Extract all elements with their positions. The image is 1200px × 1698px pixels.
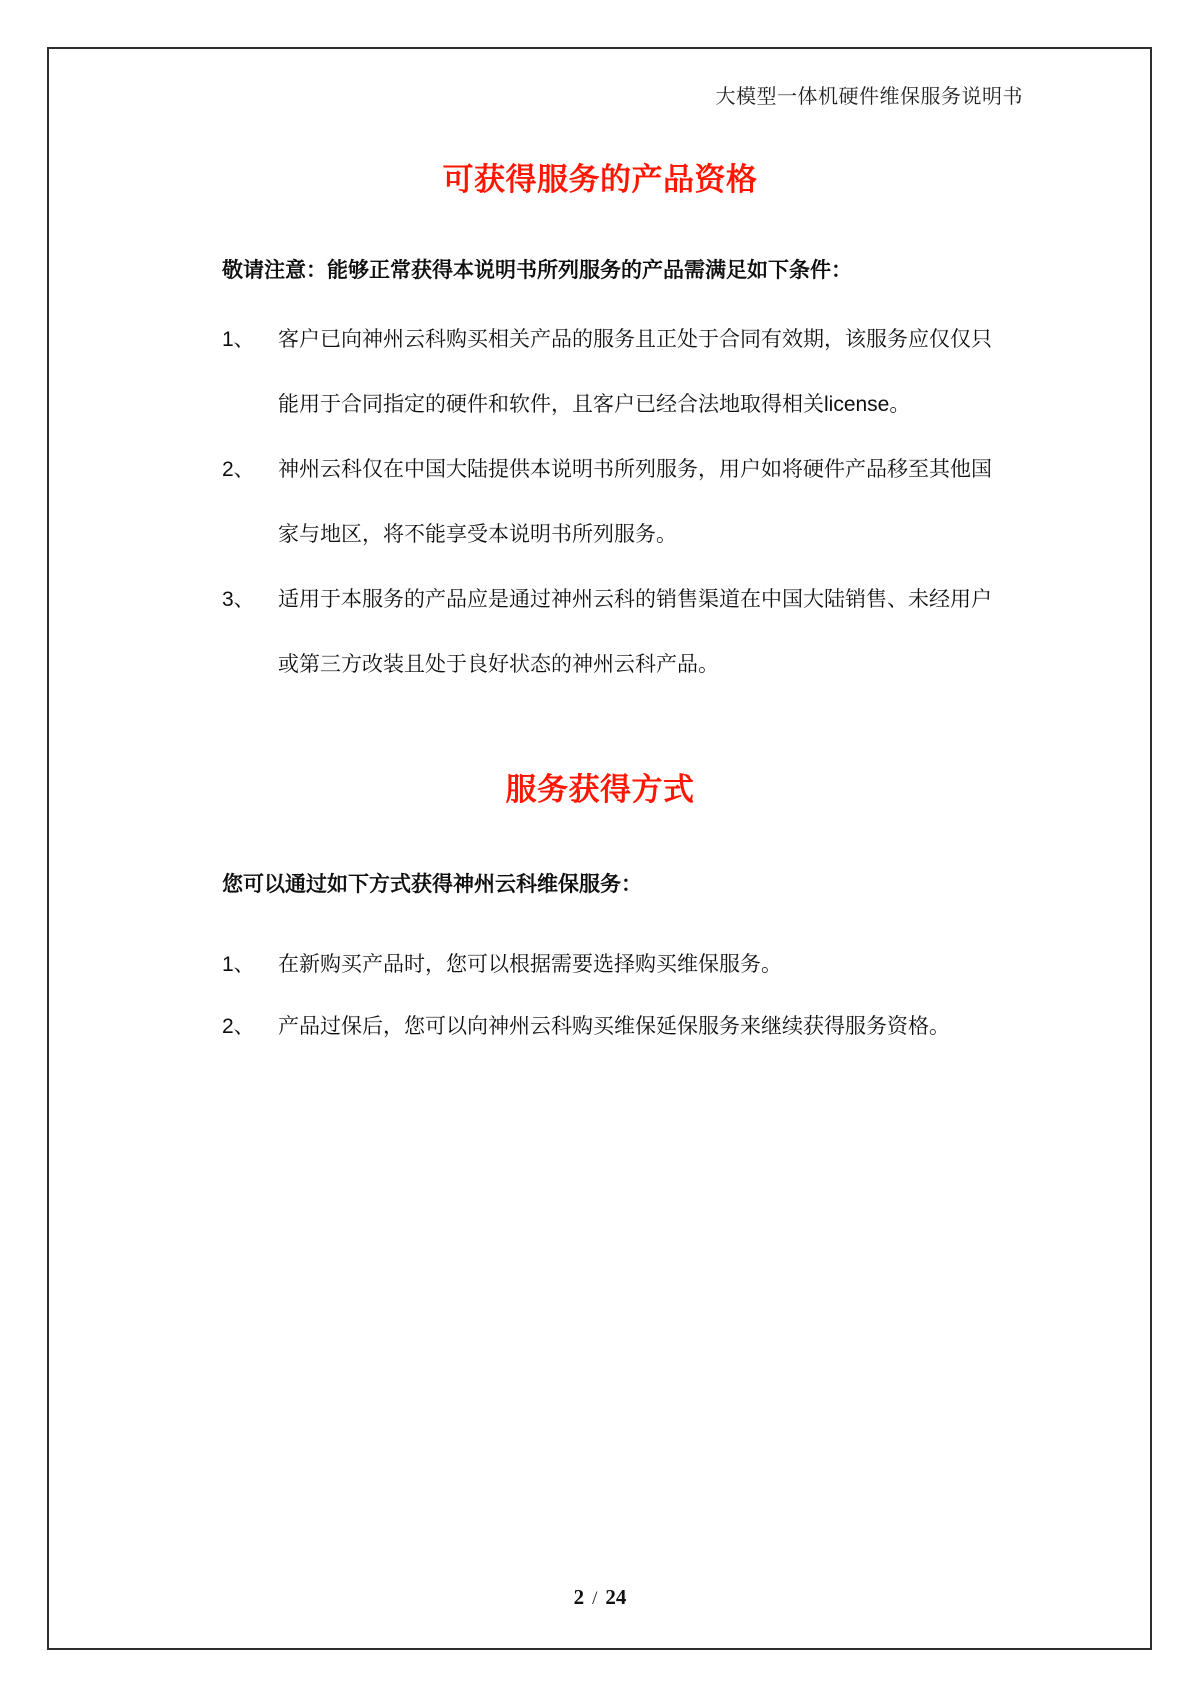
item-number: 1、 [222, 328, 255, 351]
item-line: 神州云科仅在中国大陆提供本说明书所列服务，用户如将硬件产品移至其他国 [278, 458, 992, 481]
item-text [278, 996, 950, 1058]
page-header-title: 大模型一体机硬件维保服务说明书 [715, 86, 1023, 108]
list-item [222, 567, 992, 697]
list-item [222, 437, 992, 567]
section-2-ordered-list [222, 934, 950, 1058]
item-text [278, 934, 950, 996]
item-number: 2、 [222, 1015, 255, 1038]
section-1-intro-note: 敬请注意：能够正常获得本说明书所列服务的产品需满足如下条件： [222, 259, 852, 282]
item-line: 客户已向神州云科购买相关产品的服务且正处于合同有效期，该服务应仅仅只 [278, 328, 992, 351]
footer-total-pages: 24 [605, 1585, 627, 1609]
list-item [222, 934, 950, 996]
section-1-title: 可获得服务的产品资格 [442, 162, 758, 197]
section-2-title: 服务获得方式 [505, 772, 695, 807]
item-text [278, 307, 992, 437]
item-line: 适用于本服务的产品应是通过神州云科的销售渠道在中国大陆销售、未经用户 [278, 588, 992, 611]
list-item [222, 307, 992, 437]
item-line: 或第三方改装且处于良好状态的神州云科产品。 [278, 653, 719, 676]
item-line: 产品过保后，您可以向神州云科购买维保延保服务来继续获得服务资格。 [278, 1015, 950, 1038]
item-text [278, 437, 992, 567]
item-number: 1、 [222, 953, 255, 976]
item-line: 家与地区，将不能享受本说明书所列服务。 [278, 523, 677, 546]
item-number: 2、 [222, 458, 255, 481]
page-border-frame [47, 47, 1152, 1650]
page-footer [0, 1585, 1200, 1611]
item-line: 在新购买产品时，您可以根据需要选择购买维保服务。 [278, 953, 782, 976]
item-text [278, 567, 992, 697]
footer-separator: / [592, 1588, 598, 1609]
footer-current-page: 2 [573, 1585, 585, 1609]
list-item [222, 996, 950, 1058]
item-line: 能用于合同指定的硬件和软件，且客户已经合法地取得相关license。 [278, 393, 911, 416]
item-number: 3、 [222, 588, 255, 611]
section-1-ordered-list [222, 307, 992, 697]
section-2-intro-note: 您可以通过如下方式获得神州云科维保服务： [222, 873, 642, 896]
